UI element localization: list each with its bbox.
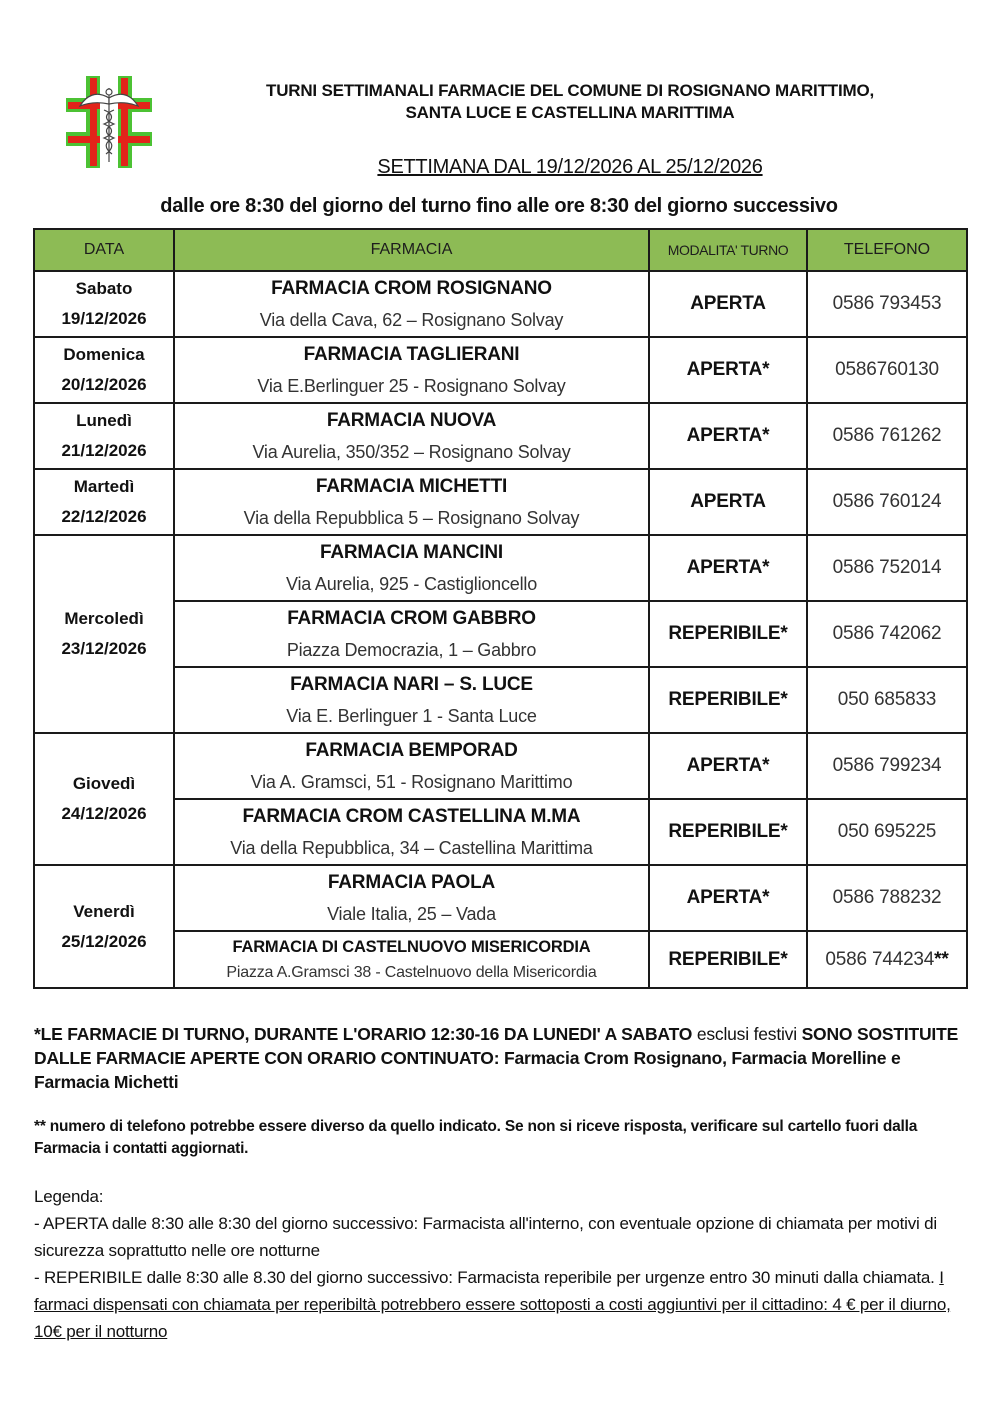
- phone-cell: [807, 469, 967, 535]
- date-cell: [34, 271, 174, 337]
- pharmacy-name: FARMACIA CROM ROSIGNANO: [271, 278, 552, 299]
- phone-number: 0586 742062: [832, 623, 942, 644]
- title-line-1: TURNI SETTIMANALI FARMACIE DEL COMUNE DI ROSIGNANO MARITTIMO,: [266, 81, 874, 100]
- pharmacy-address: Via Aurelia, 350/352 – Rosignano Solvay: [252, 442, 571, 462]
- title-line-2: SANTA LUCE E CASTELLINA MARITTIMA: [405, 103, 735, 122]
- pharmacy-address: Via della Repubblica, 34 – Castellina Marittima: [230, 838, 593, 858]
- date: 19/12/2026: [61, 309, 147, 328]
- phone-footnote-marker: **: [934, 948, 949, 970]
- pharmacy-cell: [174, 601, 649, 667]
- phone-number: 0586 788232: [832, 887, 942, 908]
- pharmacy-cell: [174, 403, 649, 469]
- lunch-hours-note: [34, 1022, 969, 1094]
- date: 25/12/2026: [61, 931, 147, 951]
- pharmacy-name: FARMACIA NARI – S. LUCE: [290, 674, 533, 695]
- table-row: [34, 601, 967, 667]
- pharmacy-cell: [174, 535, 649, 601]
- column-header-mode: MODALITA' TURNO: [649, 229, 807, 271]
- date: 24/12/2026: [61, 804, 147, 823]
- schedule-hours-subtitle: dalle ore 8:30 del giorno del turno fino alle ore 8:30 del giorno successivo: [160, 195, 838, 217]
- note1-part3: SONO SOSTITUITE DALLE FARMACIE APERTE CON ORARIO CONTINUATO: Farmacia Crom Rosignano, Farmacia Morelline e Farmacia Michetti: [34, 1024, 959, 1092]
- legend-reperibile-text: - REPERIBILE dalle 8:30 alle 8.30 del giorno successivo: Farmacista reperibile per urgenze entro 30 minuti dalla chiamata.: [34, 1268, 940, 1287]
- note1-part2: esclusi festivi: [696, 1024, 797, 1044]
- pharmacy-name: FARMACIA BEMPORAD: [305, 740, 518, 761]
- pharmacy-schedule-table: [33, 228, 968, 989]
- pharmacy-name: FARMACIA PAOLA: [327, 872, 496, 893]
- pharmacy-address: Via Aurelia, 925 - Castiglioncello: [285, 574, 538, 594]
- shift-mode: APERTA*: [649, 733, 807, 799]
- weekday: Sabato: [75, 279, 133, 298]
- pharmacy-name: FARMACIA MICHETTI: [315, 476, 508, 497]
- column-header-pharmacy: FARMACIA: [174, 229, 649, 271]
- phone-number: 050 695225: [837, 821, 937, 842]
- pharmacy-cell: [174, 337, 649, 403]
- pharmacy-cell: [174, 667, 649, 733]
- table-row: [34, 469, 967, 535]
- phone-number: 0586 761262: [832, 425, 942, 446]
- phone-number: 0586 760124: [832, 491, 942, 512]
- phone-cell: [807, 667, 967, 733]
- weekday: Lunedì: [76, 411, 132, 430]
- table-row: [34, 271, 967, 337]
- legend-reperibile: [34, 1264, 969, 1345]
- pharmacy-address: Via E. Berlinguer 1 - Santa Luce: [286, 706, 537, 726]
- table-row: [34, 865, 967, 931]
- pharmacy-name: FARMACIA CROM CASTELLINA M.MA: [242, 806, 581, 827]
- weekday: Mercoledì: [64, 609, 144, 628]
- date-cell: [34, 535, 174, 733]
- pharmacy-cell: [174, 931, 649, 988]
- shift-mode: APERTA*: [649, 535, 807, 601]
- table-row: [34, 403, 967, 469]
- phone-cell: [807, 865, 967, 931]
- table-header-row: [34, 229, 967, 271]
- pharmacy-name: FARMACIA TAGLIERANI: [303, 344, 520, 365]
- date: 23/12/2026: [61, 639, 147, 658]
- weekday: Giovedì: [72, 774, 136, 793]
- phone-cell: [807, 601, 967, 667]
- table-row: [34, 535, 967, 601]
- phone-number: 050 685833: [837, 689, 937, 710]
- table-row: [34, 733, 967, 799]
- weekday: Domenica: [63, 345, 145, 364]
- date: 20/12/2026: [61, 375, 147, 394]
- phone-number-note: ** numero di telefono potrebbe essere diverso da quello indicato. Se non si riceve risposta, verificare sul cartello fuori dalla Farmacia i contatti aggiornati.: [34, 1118, 918, 1157]
- phone-number: 0586 799234: [832, 755, 942, 776]
- pharmacy-cell: [174, 865, 649, 931]
- shift-mode: APERTA*: [649, 403, 807, 469]
- pharmacy-name: FARMACIA NUOVA: [326, 410, 497, 431]
- date-cell: [34, 865, 174, 988]
- shift-mode: APERTA: [649, 469, 807, 535]
- date-cell: [34, 469, 174, 535]
- phone-cell: [807, 337, 967, 403]
- table-row: [34, 667, 967, 733]
- pharmacy-address: Piazza Democrazia, 1 – Gabbro: [286, 640, 537, 660]
- legend-title: Legenda:: [34, 1187, 104, 1206]
- column-header-date: DATA: [34, 229, 174, 271]
- weekday: Martedì: [73, 477, 135, 496]
- note1-part1: *LE FARMACIE DI TURNO, DURANTE L'ORARIO 12:30-16 DA LUNEDI' A SABATO: [34, 1024, 697, 1044]
- phone-number: 0586 752014: [832, 557, 942, 578]
- shift-mode: REPERIBILE*: [649, 667, 807, 733]
- phone-cell: [807, 733, 967, 799]
- pharmacy-address: Via A. Gramsci, 51 - Rosignano Marittimo: [250, 772, 573, 792]
- phone-number: 0586 744234: [825, 948, 935, 970]
- phone-cell: [807, 535, 967, 601]
- pharmacy-address: Via della Repubblica 5 – Rosignano Solvay: [243, 508, 580, 528]
- table-row: [34, 799, 967, 865]
- legend-costs-note: I farmaci dispensati con chiamata per reperibiltà potrebbero essere sottoposti a costi aggiuntivi per il cittadino: 4 € per il diurno, 10€ per il notturno: [34, 1268, 951, 1341]
- date-cell: [34, 403, 174, 469]
- week-range: SETTIMANA DAL 19/12/2026 AL 25/12/2026: [377, 156, 763, 178]
- shift-mode: APERTA: [649, 271, 807, 337]
- weekday: Venerdì: [73, 901, 135, 921]
- shift-mode: REPERIBILE*: [649, 931, 807, 988]
- phone-number: 0586 793453: [832, 293, 942, 314]
- table-row: [34, 337, 967, 403]
- phone-cell: [807, 271, 967, 337]
- pharmacy-address: Via E.Berlinguer 25 - Rosignano Solvay: [257, 376, 566, 396]
- shift-mode: REPERIBILE*: [649, 799, 807, 865]
- document-title: [180, 80, 960, 124]
- pharmacy-logo-icon: [66, 76, 152, 168]
- pharmacy-cell: [174, 469, 649, 535]
- pharmacy-address: Via della Cava, 62 – Rosignano Solvay: [259, 310, 564, 330]
- shift-mode: REPERIBILE*: [649, 601, 807, 667]
- table-row: [34, 931, 967, 988]
- phone-cell: [807, 799, 967, 865]
- date-cell: [34, 733, 174, 865]
- pharmacy-address: Viale Italia, 25 – Vada: [327, 904, 496, 924]
- shift-mode: APERTA*: [649, 337, 807, 403]
- phone-cell: [807, 931, 967, 988]
- date: 21/12/2026: [61, 441, 147, 460]
- phone-number: 0586760130: [835, 359, 939, 380]
- pharmacy-cell: [174, 799, 649, 865]
- shift-mode: APERTA*: [649, 865, 807, 931]
- date-cell: [34, 337, 174, 403]
- phone-cell: [807, 403, 967, 469]
- pharmacy-cell: [174, 271, 649, 337]
- pharmacy-cell: [174, 733, 649, 799]
- pharmacy-address: Piazza A.Gramsci 38 - Castelnuovo della Misericordia: [226, 963, 597, 981]
- pharmacy-name: FARMACIA MANCINI: [320, 542, 503, 563]
- pharmacy-name: FARMACIA CROM GABBRO: [287, 608, 536, 629]
- legend-aperta: - APERTA dalle 8:30 alle 8:30 del giorno successivo: Farmacista all'interno, con eventuale opzione di chiamata per motivi di sicurezza soprattutto nelle ore notturne: [34, 1214, 937, 1260]
- column-header-phone: TELEFONO: [807, 229, 967, 271]
- date: 22/12/2026: [61, 507, 147, 526]
- legend: [34, 1183, 969, 1345]
- pharmacy-name: FARMACIA DI CASTELNUOVO MISERICORDIA: [232, 937, 591, 956]
